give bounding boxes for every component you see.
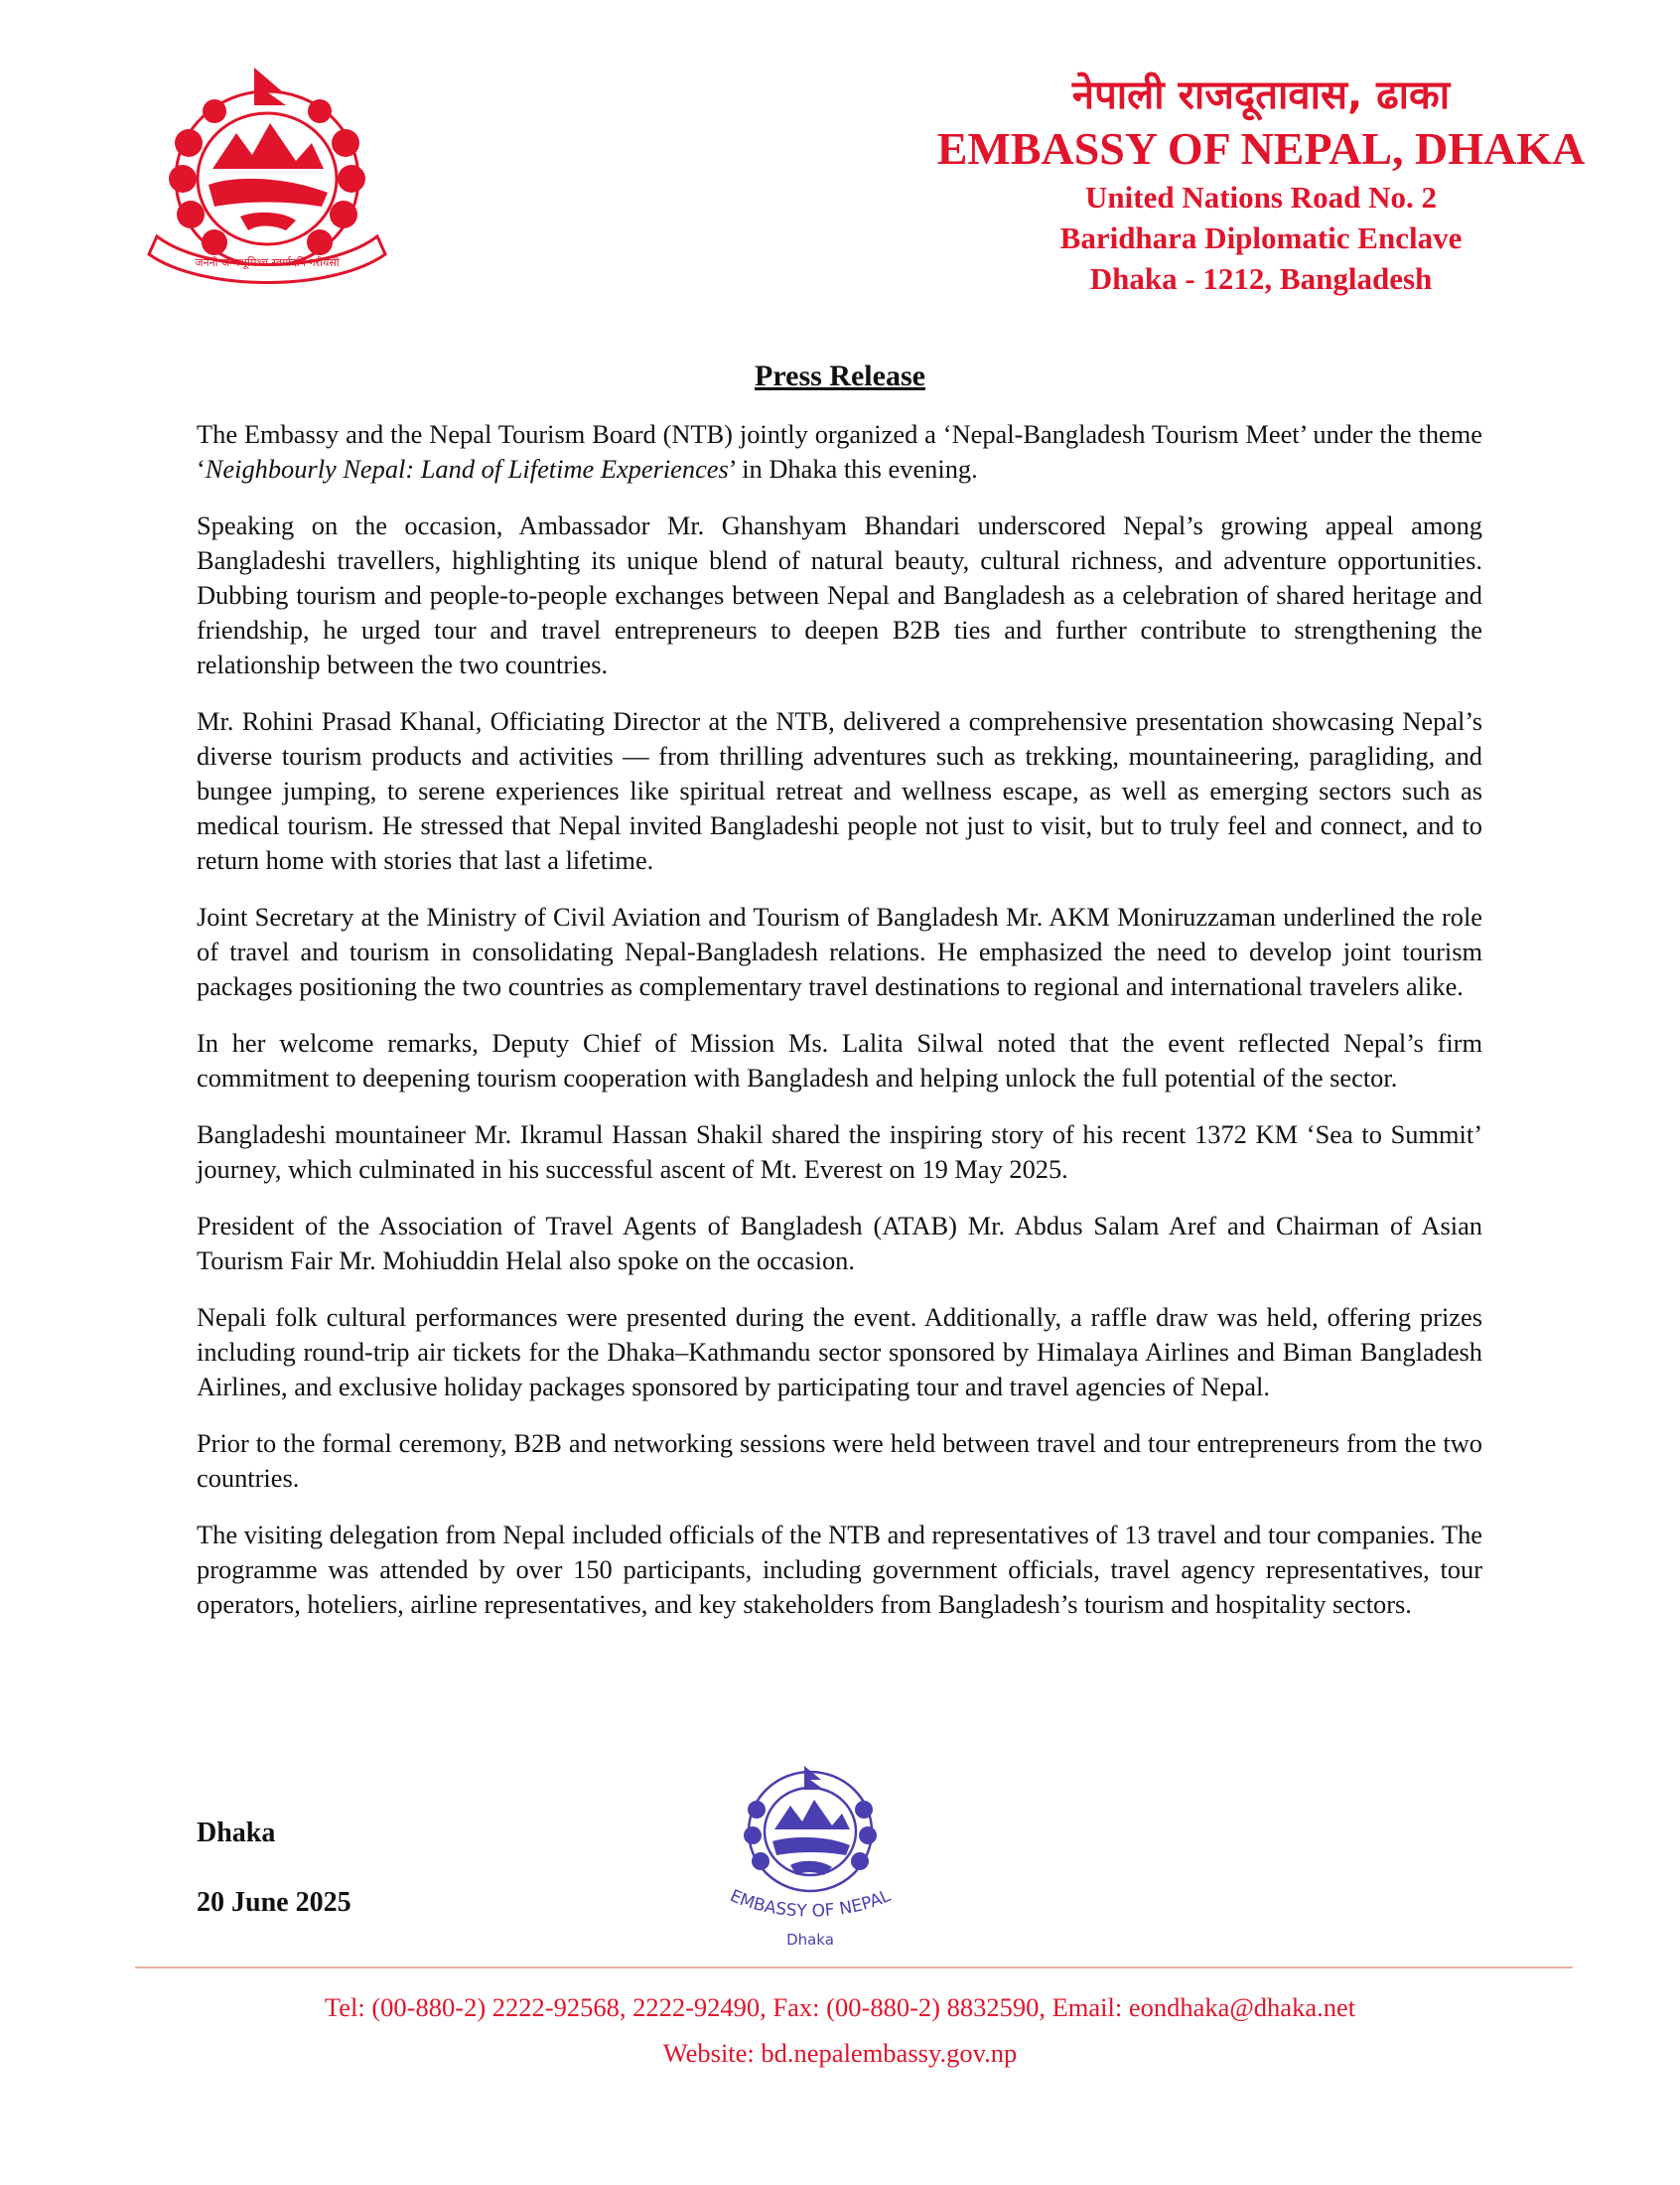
body-paragraph: Joint Secretary at the Ministry of Civil Aviation and Tourism of Bangladesh Mr. AKM Moniruzzaman underlined the role of travel and tourism in consolidating Nepal-Bangladesh relations. He emphasized the need to develop joint tourism packages positioning the two countries as complementary travel destinations to regional and international travelers alike.	[197, 902, 1482, 1001]
stamp-text: EMBASSY OF NEPAL	[727, 1886, 894, 1922]
theme-text: Neighbourly Nepal: Land of Lifetime Experiences	[205, 454, 729, 484]
body-paragraph: Nepali folk cultural performances were presented during the event. Additionally, a raffle draw was held, offering prizes including round-trip air tickets for the Dhaka–Kathmandu sector sponsored by Himalaya Airlines and Biman Bangladesh Airlines, and exclusive holiday packages sponsored by participating tour and travel agencies of Nepal.	[197, 1302, 1482, 1401]
body-paragraph: Speaking on the occasion, Ambassador Mr. Ghanshyam Bhandari underscored Nepal’s growing appeal among Bangladeshi travellers, highlighting its unique blend of natural beauty, cultural richness, and adventure opportunities. Dubbing tourism and people-to-people exchanges between Nepal and Bangladesh as a celebration of shared heritage and friendship, he urged tour and travel entrepreneurs to deepen B2B ties and further contribute to strengthening the relationship between the two countries.	[197, 510, 1482, 679]
body-paragraph: Mr. Rohini Prasad Khanal, Officiating Director at the NTB, delivered a comprehensive presentation showcasing Nepal’s diverse tourism products and activities — from thrilling adventures such as trekking, mountaineering, paragliding, and bungee jumping, to serene experiences like spiritual retreat and wellness escape, as well as emerging sectors such as medical tourism. He stressed that Nepal invited Bangladeshi people not just to visit, but to truly feel and connect, and to return home with stories that last a lifetime.	[197, 706, 1482, 875]
embassy-title: EMBASSY OF NEPAL, DHAKA	[936, 123, 1586, 174]
footer	[0, 1984, 1680, 2076]
footer-website: Website: bd.nepalembassy.gov.np	[662, 2038, 1018, 2068]
body-paragraph: Prior to the formal ceremony, B2B and networking sessions were held between travel and tour entrepreneurs from the two countries.	[197, 1428, 1482, 1493]
press-release-body	[197, 417, 1482, 1644]
address-line: United Nations Road No. 2	[1085, 180, 1437, 215]
address-line: Baridhara Diplomatic Enclave	[1059, 220, 1463, 255]
footer-divider	[135, 1966, 1573, 1968]
address-line: Dhaka - 1212, Bangladesh	[1089, 261, 1433, 296]
body-paragraph: Bangladeshi mountaineer Mr. Ikramul Hassan Shakil shared the inspiring story of his recent 1372 KM ‘Sea to Summit’ journey, which culminated in his successful ascent of Mt. Everest on 19 May 2025.	[197, 1119, 1482, 1184]
footer-contact: Tel: (00-880-2) 2222-92568, 2222-92490, Fax: (00-880-2) 8832590, Email: eondhaka@dhaka.net	[324, 1992, 1356, 2022]
signature-date: 20 June 2025	[197, 1887, 351, 1918]
embassy-stamp	[695, 1760, 925, 1968]
nepali-title: नेपाली राजदूतावास, ढाका	[1071, 73, 1451, 118]
stamp-city: Dhaka	[786, 1931, 834, 1949]
body-paragraph: President of the Association of Travel Agents of Bangladesh (ATAB) Mr. Abdus Salam Aref and Chairman of Asian Tourism Fair Mr. Mohiuddin Helal also spoke on the occasion.	[197, 1211, 1482, 1275]
body-paragraph: The visiting delegation from Nepal included officials of the NTB and representatives of 13 travel and tour companies. The programme was attended by over 150 participants, including government officials, travel agency representatives, tour operators, hoteliers, airline representatives, and key stakeholders from Bangladesh’s tourism and hospitality sectors.	[197, 1520, 1482, 1619]
press-release-title: Press Release	[755, 360, 925, 392]
signature-place: Dhaka	[197, 1818, 276, 1848]
body-paragraph: The Embassy and the Nepal Tourism Board (NTB) jointly organized a ‘Nepal-Bangladesh Tourism Meet’ under the theme ‘Neighbourly Nepal: Land of Lifetime Experiences’ in Dhaka this evening.	[197, 419, 1482, 484]
emblem-motto: जननी जन्मभूमिश्च स्वर्गादपि गरीयसी	[195, 256, 340, 269]
letterhead	[854, 70, 1668, 299]
body-paragraph: In her welcome remarks, Deputy Chief of Mission Ms. Lalita Silwal noted that the event reflected Nepal’s firm commitment to deepening tourism cooperation with Bangladesh and helping unlock the full potential of the sector.	[197, 1028, 1482, 1092]
embassy-emblem	[137, 62, 397, 292]
